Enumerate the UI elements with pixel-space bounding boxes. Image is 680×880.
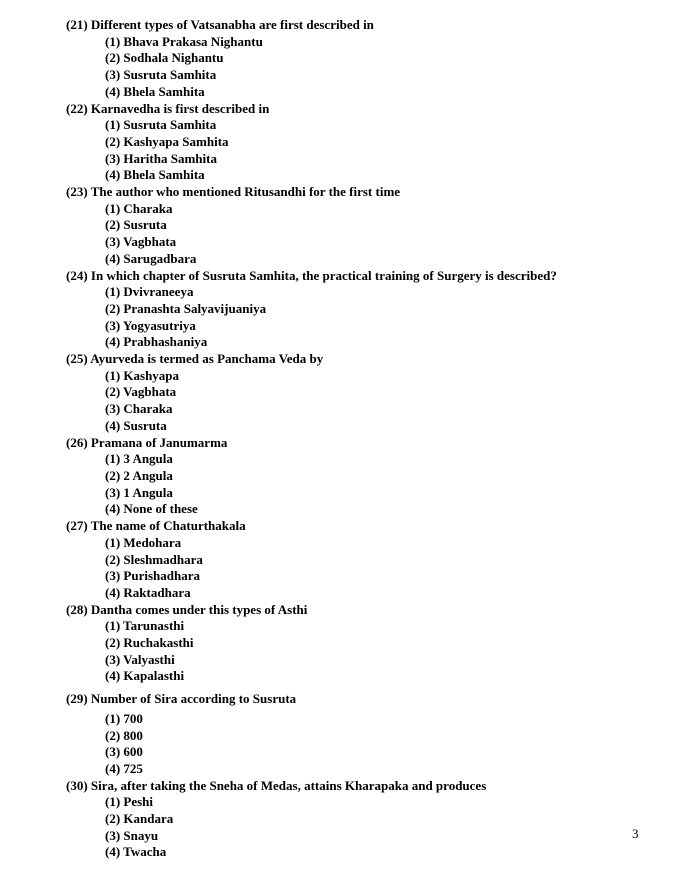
question-text: Number of Sira according to Susruta [90, 691, 297, 707]
answer-option: (2) Sodhala Nighantu [105, 50, 224, 66]
option-list [66, 34, 656, 101]
answer-option: (2) Susruta [105, 217, 167, 233]
answer-option: (2) Kashyapa Samhita [105, 133, 229, 149]
option-list [66, 284, 656, 351]
answer-option: (1) Charaka [105, 200, 173, 216]
question-number: (30) [66, 777, 88, 793]
question-text: Sira, after taking the Sneha of Medas, attains Kharapaka and produces [90, 777, 487, 793]
question-block [66, 17, 656, 101]
answer-option: (4) Susruta [105, 417, 167, 433]
question-line [66, 184, 656, 201]
question-text: Different types of Vatsanabha are first described in [90, 17, 374, 32]
option-list [66, 618, 656, 685]
answer-option: (2) 800 [105, 727, 143, 743]
question-line [66, 17, 656, 34]
option-list [66, 451, 656, 518]
question-line [66, 602, 656, 619]
answer-option: (2) Kandara [105, 811, 174, 827]
question-text: Dantha comes under this types of Asthi [90, 601, 308, 617]
answer-option: (4) Bhela Samhita [105, 83, 205, 99]
answer-option: (1) Bhava Prakasa Nighantu [105, 33, 263, 49]
answer-option: (4) Raktadhara [105, 584, 191, 600]
question-number: (26) [66, 434, 88, 450]
answer-option: (3) Purishadhara [105, 568, 200, 584]
answer-option: (3) 600 [105, 744, 143, 760]
question-line [66, 268, 656, 285]
option-list [66, 794, 656, 861]
question-number: (25) [66, 351, 88, 367]
answer-option: (1) 700 [105, 710, 143, 726]
answer-option: (3) Charaka [105, 401, 173, 417]
answer-option: (1) Susruta Samhita [105, 117, 217, 133]
question-line [66, 351, 656, 368]
question-block [66, 602, 656, 686]
question-number: (22) [66, 100, 88, 116]
answer-option: (1) Peshi [105, 794, 154, 810]
answer-option: (3) 1 Angula [105, 484, 173, 500]
answer-option: (4) Kapalasthi [105, 668, 185, 684]
option-list [66, 711, 656, 778]
answer-option: (4) Prabhashaniya [105, 334, 208, 350]
option-list [66, 535, 656, 602]
answer-option: (3) Snayu [105, 827, 159, 843]
question-number: (21) [66, 17, 88, 32]
page-number: 3 [632, 826, 639, 841]
question-block [66, 351, 656, 435]
question-line [66, 101, 656, 118]
question-block [66, 778, 656, 862]
question-block [66, 268, 656, 352]
question-number: (23) [66, 184, 88, 200]
question-number: (29) [66, 691, 88, 707]
answer-option: (3) Yogyasutriya [105, 317, 196, 333]
answer-option: (2) Ruchakasthi [105, 635, 194, 651]
answer-option: (2) Sleshmadhara [105, 551, 203, 567]
answer-option: (4) Sarugadbara [105, 250, 197, 266]
answer-option: (2) Vagbhata [105, 384, 177, 400]
question-block [66, 518, 656, 602]
option-list [66, 368, 656, 435]
answer-option: (1) 3 Angula [105, 451, 173, 467]
answer-option: (1) Tarunasthi [105, 618, 185, 634]
answer-option: (4) None of these [105, 501, 198, 517]
answer-option: (3) Susruta Samhita [105, 67, 217, 83]
answer-option: (4) Bhela Samhita [105, 167, 205, 183]
answer-option: (4) Twacha [105, 844, 167, 860]
question-number: (28) [66, 601, 88, 617]
question-line [66, 691, 656, 708]
question-text: Ayurveda is termed as Panchama Veda by [90, 351, 324, 367]
answer-option: (1) Medohara [105, 534, 182, 550]
question-text: Pramana of Janumarma [90, 434, 228, 450]
question-text: The name of Chaturthakala [90, 518, 246, 534]
answer-option: (3) Vagbhata [105, 234, 177, 250]
question-block [66, 184, 656, 268]
question-text: Karnavedha is first described in [90, 100, 270, 116]
question-block [66, 435, 656, 519]
answer-option: (2) Pranashta Salyavijuaniya [105, 300, 267, 316]
question-list [66, 17, 656, 861]
question-block [66, 101, 656, 185]
answer-option: (1) Kashyapa [105, 367, 180, 383]
question-number: (27) [66, 518, 88, 534]
question-text: In which chapter of Susruta Samhita, the practical training of Surgery is described? [90, 267, 557, 283]
question-text: The author who mentioned Ritusandhi for the first time [90, 184, 401, 200]
option-list [66, 201, 656, 268]
question-number: (24) [66, 267, 88, 283]
option-list [66, 117, 656, 184]
question-block [66, 691, 656, 778]
answer-option: (3) Haritha Samhita [105, 150, 217, 166]
question-line [66, 778, 656, 795]
answer-option: (4) 725 [105, 760, 143, 776]
question-line [66, 435, 656, 452]
answer-option: (3) Valyasthi [105, 651, 175, 667]
answer-option: (2) 2 Angula [105, 467, 173, 483]
answer-option: (1) Dvivraneeya [105, 284, 194, 300]
question-line [66, 518, 656, 535]
